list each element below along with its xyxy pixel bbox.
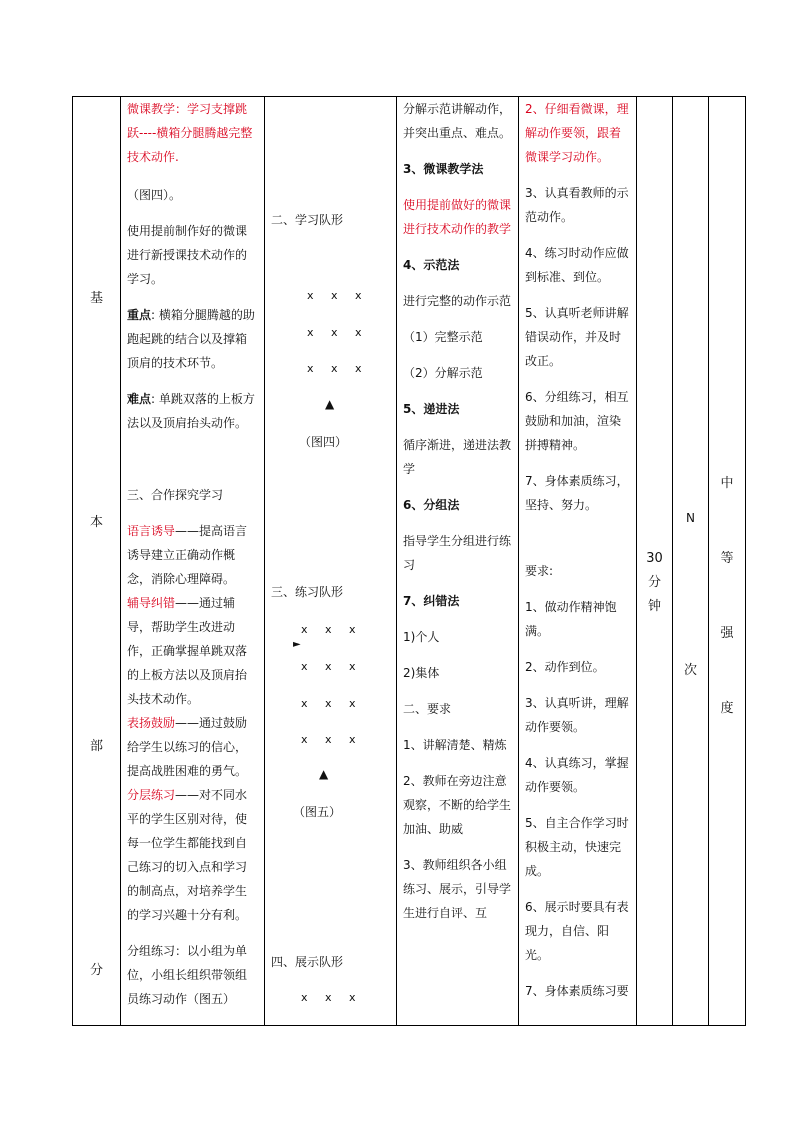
- formation-mark: x: [331, 326, 338, 339]
- method-language: [127, 519, 258, 591]
- student-activity-item: 4、练习时动作应做到标准、到位。: [525, 246, 629, 284]
- formation-mark: x: [349, 660, 356, 673]
- formation-mark: x: [301, 697, 308, 710]
- formation-mark: x: [307, 326, 314, 339]
- teacher-activity-item: （1）完整示范: [403, 330, 483, 344]
- teacher-activity-item: （2）分解示范: [403, 366, 483, 380]
- formation-mark: x: [355, 289, 362, 302]
- student-activity-item: 1、做动作精神饱满。: [525, 600, 617, 638]
- difficulty: [127, 387, 258, 435]
- key-point: [127, 303, 258, 375]
- student-activity-item: 3、认真听讲，理解动作要领。: [525, 696, 629, 734]
- method-layered-text: ——对不同水平的学生区别对待，使每一位学生都能找到自己练习的切入点和学习的制高点，对培养学生的学习兴趣十分有利。: [127, 788, 248, 922]
- method-layered-label: 分层练习: [127, 788, 176, 802]
- teacher-activity-item: 6、分组法: [403, 498, 460, 512]
- group-practice: 分组练习：以小组为单位，小组长组织带领组员练习动作（图五）: [127, 944, 248, 1006]
- section-char: 部: [89, 739, 103, 754]
- student-activity-list: [519, 97, 636, 1025]
- key-point-label: 重点: [127, 308, 152, 322]
- content-column: [121, 97, 265, 1026]
- formation-mark: x: [349, 623, 356, 636]
- formation-mark: x: [355, 326, 362, 339]
- teacher-activity-item: 指导学生分组进行练习: [403, 534, 512, 572]
- formation-mark: x: [325, 623, 332, 636]
- intensity-column: [709, 97, 746, 1026]
- section-char: 基: [89, 291, 103, 306]
- practice-formation-label: 三、练习队形: [271, 585, 344, 599]
- repetition-unit: 次: [683, 663, 697, 678]
- section-char: 分: [89, 963, 103, 978]
- formation-mark: x: [307, 289, 314, 302]
- teacher-triangle-icon: ▲: [319, 767, 329, 781]
- show-formation-label: 四、展示队形: [271, 955, 344, 969]
- formation-mark: x: [331, 289, 338, 302]
- teacher-triangle-icon: ▲: [325, 397, 335, 411]
- formation-mark: x: [325, 660, 332, 673]
- difficulty-label: 难点: [127, 392, 152, 406]
- method-layered: [127, 783, 258, 927]
- student-activity-item: 2、仔细看微课，理解动作要领，跟着微课学习动作。: [525, 102, 629, 164]
- method-praise: [127, 711, 258, 783]
- repetition-column: [673, 97, 709, 1026]
- method-praise-text: ——通过鼓励给学生以练习的信心，提高战胜困难的勇气。: [127, 716, 248, 778]
- formation-mark: x: [355, 362, 362, 375]
- formation-mark: x: [301, 991, 308, 1004]
- duration: 30分钟: [646, 551, 663, 614]
- teacher-activity-item: 1、讲解清楚、精炼: [403, 738, 507, 752]
- figure-4-caption: （图四）: [299, 435, 348, 449]
- student-activity-item: 6、展示时要具有表现力，自信、阳光。: [525, 900, 629, 962]
- intensity-char: 等: [720, 551, 734, 566]
- student-column: [519, 97, 637, 1026]
- teacher-activity-item: 1)个人: [403, 630, 440, 644]
- formation-mark: x: [307, 362, 314, 375]
- formation-mark: x: [325, 991, 332, 1004]
- time-column: [637, 97, 673, 1026]
- teacher-activity-item: 使用提前做好的微课进行技术动作的教学: [403, 198, 512, 236]
- student-activity-item: 2、动作到位。: [525, 660, 605, 674]
- teacher-activity-item: 3、教师组织各小组练习、展示，引导学生进行自评、互: [403, 858, 512, 920]
- difficulty-text: : 单跳双落的上板方法以及顶肩抬头动作。: [127, 392, 255, 430]
- repetition-n: N: [686, 511, 695, 525]
- formation-mark: x: [301, 623, 308, 636]
- method-correct: [127, 591, 258, 711]
- teacher-activity-item: 3、微课教学法: [403, 162, 484, 176]
- figure-ref: （图四）。: [127, 188, 182, 202]
- study-formation-label: 二、学习队形: [271, 213, 344, 227]
- micro-lesson-heading: 微课教学：学习支撑跳跃----横箱分腿腾越完整技术动作.: [127, 102, 253, 164]
- teacher-activity-item: 2)集体: [403, 666, 440, 680]
- intensity-char: 度: [720, 701, 734, 716]
- micro-lesson-desc: 使用提前制作好的微课进行新授课技术动作的学习。: [127, 224, 248, 286]
- method-correct-text: ——通过辅导，帮助学生改进动作，正确掌握单跳双落的上板方法以及顶肩抬头技术动作。: [127, 596, 248, 706]
- student-activity-item: 3、认真看教师的示范动作。: [525, 186, 629, 224]
- formation-mark: x: [325, 733, 332, 746]
- intensity-char: 中: [720, 476, 734, 491]
- formation-mark: x: [325, 697, 332, 710]
- student-activity-item: 5、认真听老师讲解错误动作，并及时改正。: [525, 306, 629, 368]
- teacher-activity-item: 二、要求: [403, 702, 452, 716]
- method-language-label: 语言诱导: [127, 524, 176, 538]
- formation-mark: x: [349, 991, 356, 1004]
- teacher-activity-list: [397, 97, 518, 1025]
- direction-arrow-icon: ►: [293, 639, 301, 650]
- cooperative-heading: 三、合作探究学习: [127, 488, 224, 502]
- formation-mark: x: [301, 733, 308, 746]
- key-point-text: : 横箱分腿腾越的助跑起跳的结合以及撑箱顶肩的技术环节。: [127, 308, 255, 370]
- formation-column: [265, 97, 397, 1026]
- section-column: [73, 97, 121, 1026]
- student-activity-item: 5、自主合作学习时积极主动，快速完成。: [525, 816, 629, 878]
- formation-mark: x: [301, 660, 308, 673]
- lesson-plan-table: [72, 96, 746, 1026]
- figure-5-caption: （图五）: [293, 805, 342, 819]
- teacher-activity-item: 2、教师在旁边注意观察，不断的给学生加油、助威: [403, 774, 512, 836]
- formation-mark: x: [349, 733, 356, 746]
- section-char: 本: [89, 515, 103, 530]
- formation-mark: x: [349, 697, 356, 710]
- teacher-activity-item: 进行完整的动作示范: [403, 294, 512, 308]
- teacher-activity-item: 5、递进法: [403, 402, 460, 416]
- teacher-column: [397, 97, 519, 1026]
- student-activity-item: 7、身体素质练习要: [525, 984, 629, 998]
- formation-mark: x: [331, 362, 338, 375]
- teacher-activity-item: 循序渐进，递进法教学: [403, 438, 512, 476]
- intensity-char: 强: [720, 626, 734, 641]
- teacher-activity-item: 4、示范法: [403, 258, 460, 272]
- method-praise-label: 表扬鼓励: [127, 716, 176, 730]
- student-activity-item: 6、分组练习，相互鼓励和加油，渲染拼搏精神。: [525, 390, 629, 452]
- student-activity-item: 要求:: [525, 564, 554, 578]
- method-correct-label: 辅导纠错: [127, 596, 176, 610]
- method-language-text: ——提高语言诱导建立正确动作概念，消除心理障碍。: [127, 524, 248, 586]
- student-activity-item: 7、身体素质练习，坚持、努力。: [525, 474, 629, 512]
- student-activity-item: 4、认真练习，掌握动作要领。: [525, 756, 629, 794]
- teacher-activity-item: 分解示范讲解动作，并突出重点、难点。: [403, 102, 512, 140]
- teacher-activity-item: 7、纠错法: [403, 594, 460, 608]
